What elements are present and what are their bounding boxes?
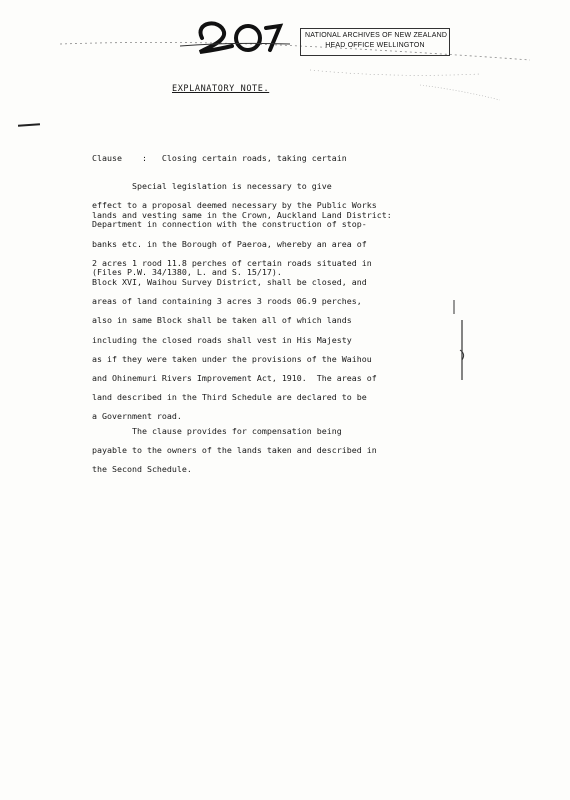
paragraph-compensation (92, 422, 377, 480)
margin-annotation (440, 290, 470, 410)
text-line: including the closed roads shall vest in His Majesty (92, 334, 352, 345)
document-title: EXPLANATORY NOTE. (172, 84, 270, 94)
text-line: as if they were taken under the provisions of the Waihou (92, 353, 372, 364)
text-line: The clause provides for compensation being (92, 426, 342, 436)
clause-line: lands and vesting same in the Crown, Auckland Land District: (92, 210, 392, 220)
text-line: land described in the Third Schedule are declared to be (92, 392, 367, 403)
text-line: 2 acres 1 rood 11.8 perches of certain roads situated in (92, 257, 372, 268)
text-line: payable to the owners of the lands taken and described in (92, 445, 377, 456)
text-line: banks etc. in the Borough of Paeroa, whereby an area of (92, 238, 367, 249)
margin-mark (18, 123, 40, 127)
stamp-line-1: NATIONAL ARCHIVES OF NEW ZEALAND (305, 32, 448, 39)
handwritten-number (180, 18, 290, 58)
text-line: also in same Block shall be taken all of which lands (92, 315, 352, 326)
clause-line: (Files P.W. 34/1380, L. and S. 15/17). (92, 267, 282, 277)
text-line: Department in connection with the construction of stop- (92, 219, 367, 230)
archive-stamp (300, 28, 450, 56)
paragraph-special-legislation (92, 177, 377, 427)
text-line: Block XVI, Waihou Survey District, shall be closed, and (92, 277, 367, 288)
text-line: Special legislation is necessary to give (92, 181, 332, 191)
text-line: effect to a proposal deemed necessary by the Public Works (92, 200, 377, 211)
text-line: areas of land containing 3 acres 3 roods 06.9 perches, (92, 296, 362, 307)
text-line: the Second Schedule. (92, 464, 192, 475)
clause-line: Clause : Closing certain roads, taking certain (92, 153, 347, 163)
text-line: and Ohinemuri Rivers Improvement Act, 1910. The areas of (92, 373, 377, 384)
stamp-line-2: HEAD OFFICE WELLINGTON (325, 42, 425, 49)
text-line: a Government road. (92, 411, 182, 422)
